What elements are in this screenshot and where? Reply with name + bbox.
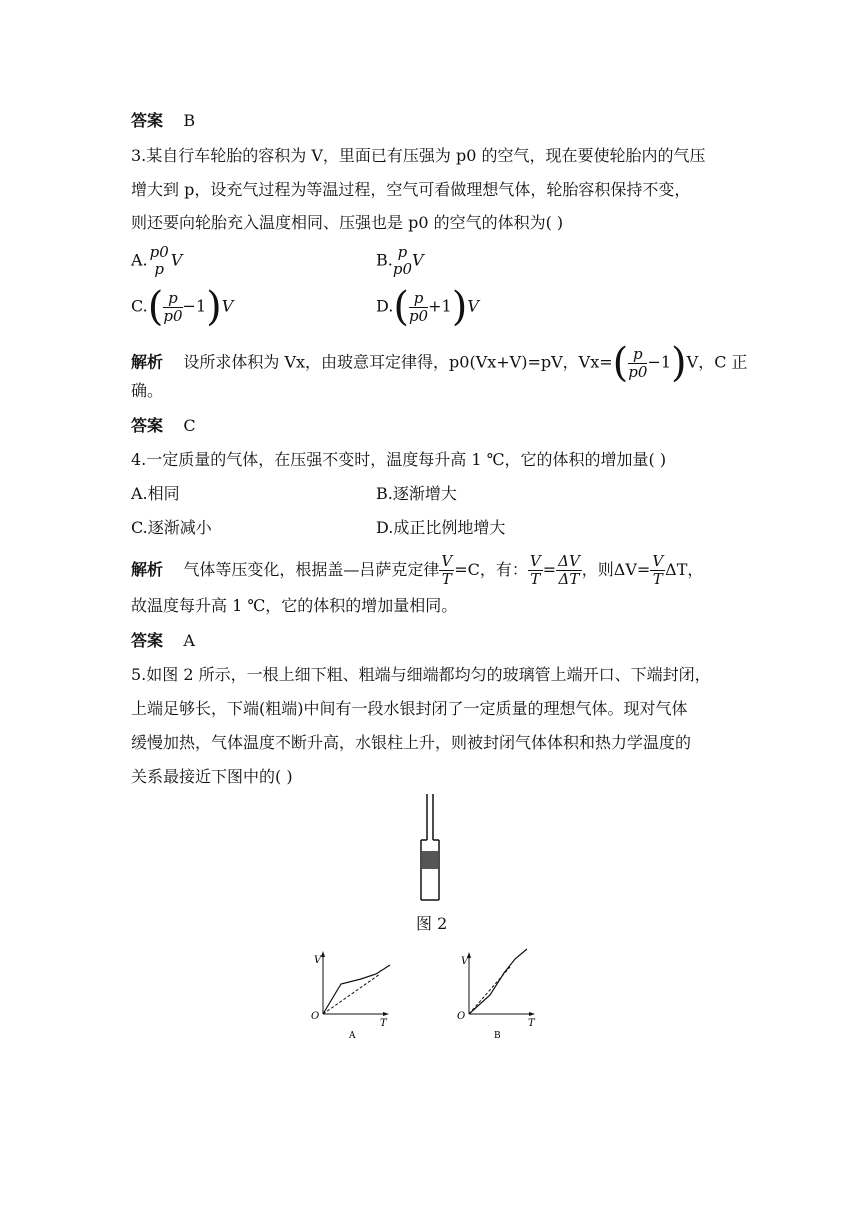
frac-num: p xyxy=(409,290,428,308)
q3-stem-line-1: 3.某自行车轮胎的容积为 V，里面已有压强为 p0 的空气，现在要使轮胎内的气压 xyxy=(131,146,706,165)
q2-answer-line xyxy=(131,111,195,131)
graph-label: B xyxy=(494,1031,501,1041)
frac-num: V xyxy=(441,552,453,570)
analysis-tail: V，C 正 xyxy=(686,352,748,372)
option-tail: V xyxy=(170,250,183,270)
answer-value: C xyxy=(183,416,196,435)
option-mid: +1 xyxy=(428,296,452,316)
eq3-prefix: ，则ΔV= xyxy=(581,560,651,579)
q5-stem-line-4: 关系最接近下图中的( ) xyxy=(131,767,293,786)
q3-stem-line-2: 增大到 p，设充气过程为等温过程，空气可看做理想气体，轮胎容积保持不变， xyxy=(131,180,691,199)
q3-option-b xyxy=(376,244,424,278)
glass-tube-figure xyxy=(410,792,450,904)
option-tail: V xyxy=(412,250,424,270)
frac-den: T xyxy=(652,570,663,588)
analysis-label: 解析 xyxy=(131,352,164,372)
frac-den: p xyxy=(154,260,165,278)
right-paren: ) xyxy=(451,284,468,330)
analysis-text: 气体等压变化，根据盖—吕萨克定律 xyxy=(183,560,440,579)
option-mid: −1 xyxy=(182,296,207,316)
frac-num: p xyxy=(628,346,647,364)
mercury-column xyxy=(422,851,438,869)
q5-stem-line-3: 缓慢加热，气体温度不断升高，水银柱上升，则被封闭气体体积和热力学温度的 xyxy=(131,733,692,752)
left-paren: ( xyxy=(612,340,629,386)
origin-label: O xyxy=(457,1011,466,1022)
fraction xyxy=(148,244,171,278)
q4-analysis-line-1 xyxy=(131,553,703,588)
frac-den: p0 xyxy=(392,260,412,278)
law-rhs: =C，有： xyxy=(454,560,528,579)
fraction xyxy=(556,553,582,588)
graph-label: A xyxy=(349,1031,356,1041)
frac-den: p0 xyxy=(628,362,648,381)
analysis-mid: −1 xyxy=(647,352,672,372)
q3-option-d xyxy=(376,284,479,330)
left-paren: ( xyxy=(147,284,164,330)
option-label: D. xyxy=(376,296,394,316)
q4-stem: 4.一定质量的气体，在压强不变时，温度每升高 1 ℃，它的体积的增加量( ) xyxy=(131,450,667,469)
fraction xyxy=(409,290,428,325)
x-axis-label: T xyxy=(528,1018,535,1029)
frac-den: p0 xyxy=(163,306,183,325)
equals: = xyxy=(542,560,557,579)
analysis-text: 设所求体积为 Vx，由玻意耳定律得，p0(Vx+V)=pV，Vx= xyxy=(183,352,613,372)
fraction xyxy=(528,553,543,588)
option-label: B. xyxy=(376,250,393,270)
q3-stem-line-3: 则还要向轮胎充入温度相同、压强也是 p0 的空气的体积为( ) xyxy=(131,213,564,232)
q5-stem-line-2: 上端足够长，下端(粗端)中间有一段水银封闭了一定质量的理想气体。现对气体 xyxy=(131,699,688,718)
law-fraction xyxy=(439,553,454,588)
answer-label: 答案 xyxy=(131,631,164,650)
fraction xyxy=(393,244,412,278)
frac-den: ΔT xyxy=(558,570,580,588)
frac-num: p xyxy=(397,243,408,261)
dashed-line xyxy=(323,974,380,1014)
option-tail: V xyxy=(467,296,479,316)
right-paren: ) xyxy=(671,340,687,386)
frac-num: V xyxy=(529,552,541,570)
q3-analysis-line-1 xyxy=(131,340,748,386)
frac-num: p xyxy=(163,290,182,308)
fraction xyxy=(163,290,182,325)
eq3-tail: ΔT， xyxy=(665,560,704,579)
answer-label: 答案 xyxy=(131,111,164,130)
q3-option-a xyxy=(131,244,182,278)
frac-den: p0 xyxy=(408,306,429,325)
left-paren: ( xyxy=(393,284,409,330)
q4-option-b: B.逐渐增大 xyxy=(376,484,457,503)
option-label: A. xyxy=(131,250,148,270)
q4-option-a: A.相同 xyxy=(131,484,180,503)
y-axis-label: V xyxy=(314,955,322,966)
fraction xyxy=(650,553,665,588)
option-label: C. xyxy=(131,296,148,316)
fraction xyxy=(628,346,647,381)
frac-den: T xyxy=(441,570,452,588)
origin-label: O xyxy=(311,1011,320,1022)
analysis-label: 解析 xyxy=(131,560,164,579)
frac-num: ΔV xyxy=(558,552,580,570)
q4-analysis-line-2: 故温度每升高 1 ℃，它的体积的增加量相同。 xyxy=(131,596,458,615)
q3-answer-line xyxy=(131,416,196,436)
q5-stem-line-1: 5.如图 2 所示，一根上细下粗、粗端与细端都均匀的玻璃管上端开口、下端封闭， xyxy=(131,665,711,684)
figure-caption: 图 2 xyxy=(416,914,448,933)
frac-num: V xyxy=(652,552,664,570)
q3-analysis-line-2: 确。 xyxy=(131,381,164,400)
option-tail: V xyxy=(221,296,234,316)
answer-label: 答案 xyxy=(131,416,164,435)
answer-value: A xyxy=(183,631,195,650)
q4-option-d: D.成正比例地增大 xyxy=(376,518,506,537)
q3-option-c xyxy=(131,284,234,330)
graph-b xyxy=(452,945,552,1045)
q4-answer-line xyxy=(131,631,195,651)
right-paren: ) xyxy=(206,284,222,330)
q4-option-c: C.逐渐减小 xyxy=(131,518,212,537)
y-axis-label: V xyxy=(461,956,469,967)
graph-curve xyxy=(469,949,527,1014)
graph-a xyxy=(306,948,406,1044)
x-axis-label: T xyxy=(380,1018,387,1029)
frac-den: T xyxy=(530,570,541,588)
frac-num: p0 xyxy=(149,243,169,261)
answer-value: B xyxy=(183,111,196,130)
